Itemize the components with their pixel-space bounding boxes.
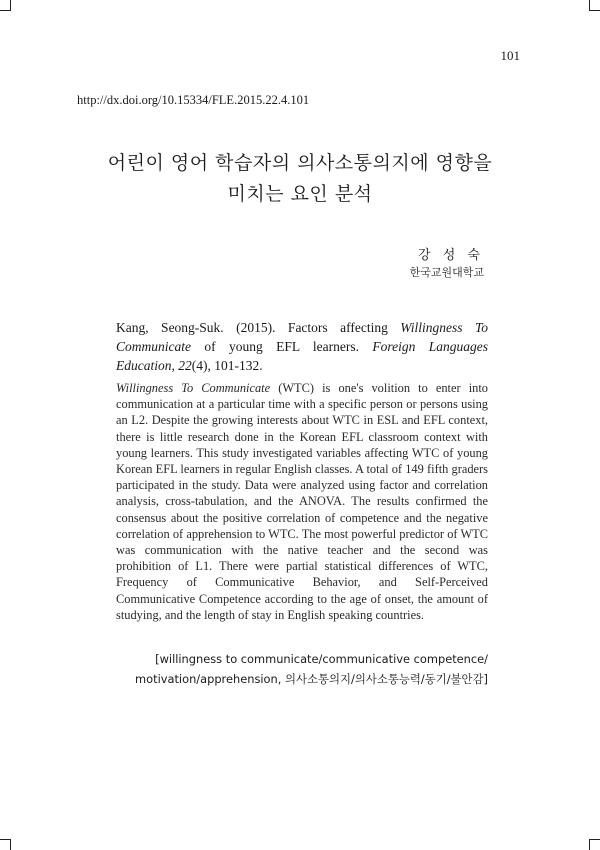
citation-journal: Foreign Languages Education, 22 xyxy=(116,339,488,373)
author-name: 강 성 숙 xyxy=(418,248,484,263)
keywords xyxy=(116,649,488,689)
citation xyxy=(116,318,488,375)
paper-title-line-1: 어린이 영어 학습자의 의사소통의지에 영향을 xyxy=(107,152,493,174)
crop-mark-top-left xyxy=(0,0,11,11)
page-number: 101 xyxy=(500,48,520,63)
crop-mark-top-right xyxy=(589,0,600,11)
citation-authors-year: Kang, Seong-Suk. (2015). Factors affecting xyxy=(116,320,401,335)
abstract-body: (WTC) is one's volition to enter into communication at a particular time with a specific person or persons using an L2. Despite the growing interests about WTC in ESL and EFL context, there is little research done in the Korean EFL classroom context with young learners. This study investigated variables affecting WTC of young Korean EFL learners in regular English classes. A total of 149 fifth graders participated in the study. Data were analyzed using factor and correlation analysis, cross-tabulation, and the ANOVA. The results confirmed the consensus about the positive correlation of competence and the negative correlation of apprehension to WTC. The most powerful predictor of WTC was communication with the native teacher and the second was prohibition of L1. There were partial statistical differences of WTC, Frequency of Communicative Behavior, and Self-Perceived Communicative Competence according to the age of onset, the amount of studying, and the length of stay in English speaking countries. xyxy=(116,381,488,622)
citation-title-rest: of young EFL learners. xyxy=(191,339,373,354)
doi-link[interactable]: http://dx.doi.org/10.15334/FLE.2015.22.4.101 xyxy=(77,93,310,107)
citation-pages: (4), 101-132. xyxy=(191,358,263,373)
abstract xyxy=(116,380,488,623)
keywords-line-1: [willingness to communicate/communicative competence/ xyxy=(155,652,488,666)
abstract-lead: Willingness To Communicate xyxy=(116,381,271,395)
keywords-line-2: motivation/apprehension, 의사소통의지/의사소통능력/동기/불안감] xyxy=(135,672,488,686)
citation-title-italic: Willingness To Communicate xyxy=(116,320,488,354)
author-affiliation: 한국교원대학교 xyxy=(409,266,484,279)
paper-title-line-2: 미치는 요인 분석 xyxy=(227,183,373,205)
crop-mark-bottom-right xyxy=(589,839,600,850)
paper-title xyxy=(0,148,600,210)
crop-mark-bottom-left xyxy=(0,839,11,850)
